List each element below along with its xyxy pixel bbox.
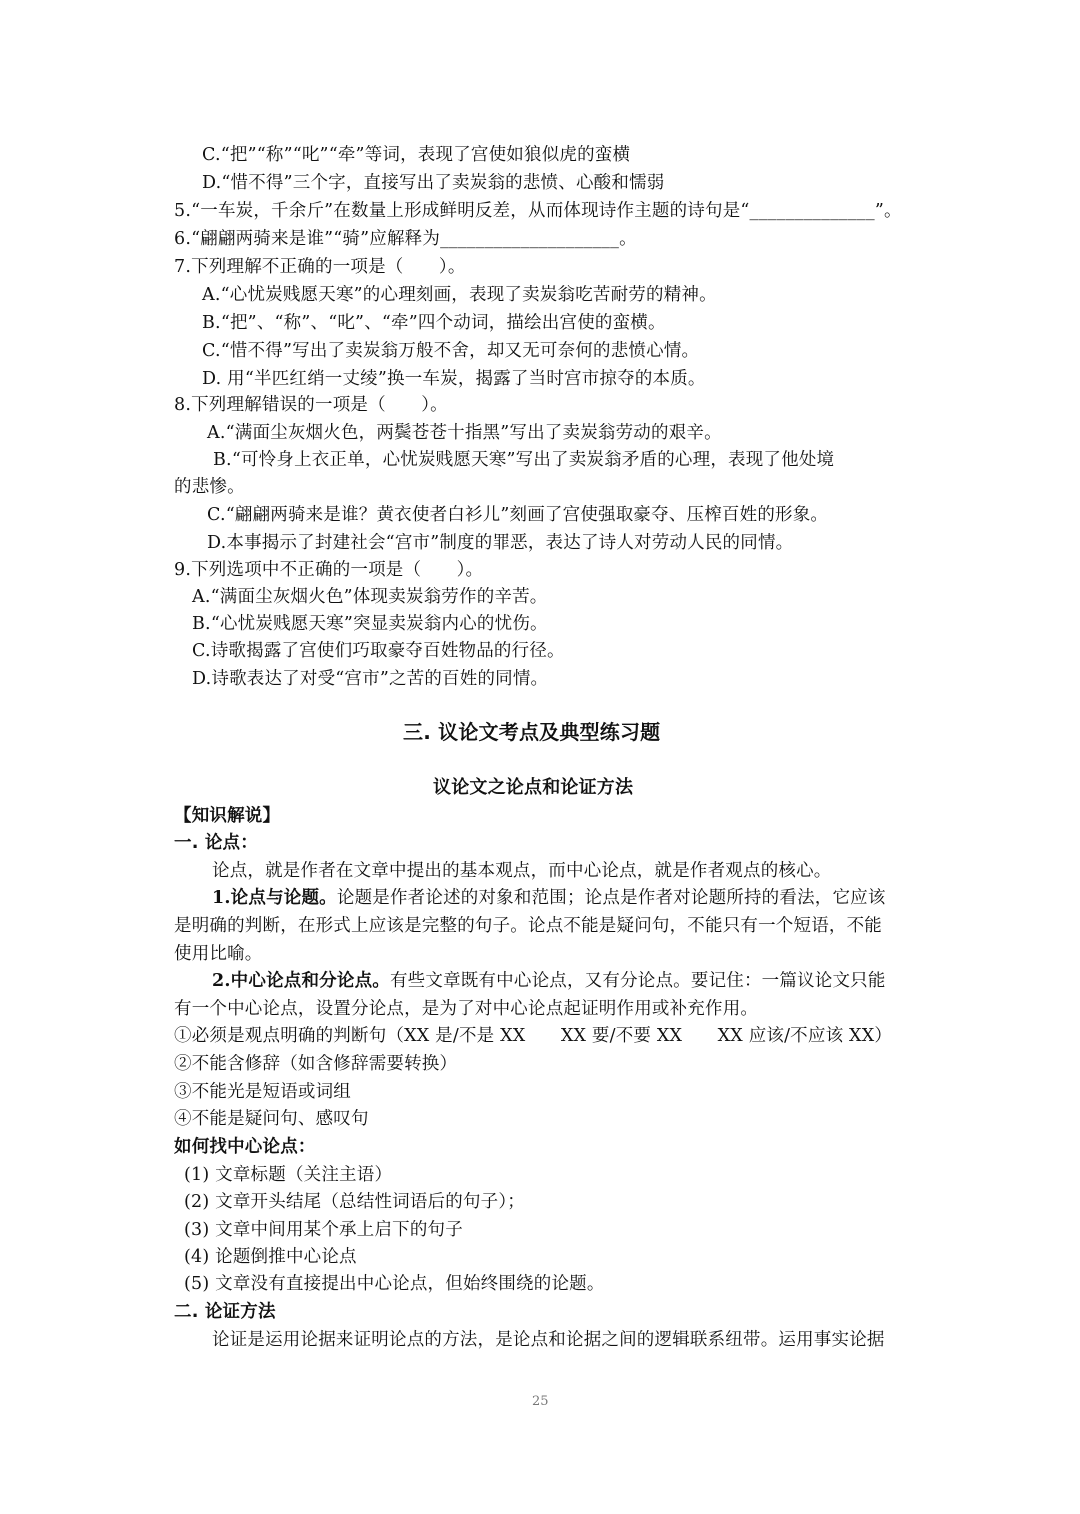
- q7-option-c: C.“惜不得”写出了卖炭翁万般不舍，却又无可奈何的悲愤心情。: [202, 341, 700, 361]
- q7-option-d: D. 用“半匹红绡一丈绫”换一车炭，揭露了当时宫市掠夺的本质。: [202, 369, 706, 389]
- paragraph-1: 论点，就是作者在文章中提出的基本观点，而中心论点，就是作者观点的核心。: [212, 861, 832, 881]
- page-number: 25: [532, 1394, 549, 1409]
- q8-option-b: B.“可怜身上衣正单，心忧炭贱愿天寒”写出了卖炭翁矛盾的心理，表现了他处境: [213, 450, 835, 470]
- find-item-4: (4) 论题倒推中心论点: [184, 1247, 357, 1267]
- find-item-1: (1) 文章标题（关注主语）: [184, 1165, 393, 1185]
- heading-argument: 一. 论点：: [174, 833, 258, 853]
- knowledge-heading: 【知识解说】: [174, 806, 281, 826]
- q9-option-a: A.“满面尘灰烟火色”体现卖炭翁劳作的辛苦。: [192, 587, 548, 607]
- paragraph-3-bold: 2.中心论点和分论点。: [212, 971, 390, 991]
- paragraph-2: [212, 884, 886, 912]
- paragraph-3: [212, 967, 886, 995]
- question-8: 8.下列理解错误的一项是（ ）。: [174, 395, 448, 415]
- find-item-3: (3) 文章中间用某个承上启下的句子: [184, 1220, 463, 1240]
- q8-option-d: D.本事揭示了封建社会“宫市”制度的罪恶，表达了诗人对劳动人民的同情。: [207, 533, 794, 553]
- question-9: 9.下列选项中不正确的一项是（ ）。: [174, 560, 484, 580]
- paragraph-3-line-2: 有一个中心论点，设置分论点，是为了对中心论点起证明作用或补充作用。: [174, 999, 759, 1019]
- subtitle: 议论文之论点和论证方法: [433, 777, 634, 798]
- q7-option-a: A.“心忧炭贱愿天寒”的心理刻画，表现了卖炭翁吃苦耐劳的精神。: [202, 285, 717, 305]
- question-7: 7.下列理解不正确的一项是（ ）。: [174, 257, 466, 277]
- heading-argument-methods: 二. 论证方法: [174, 1302, 276, 1322]
- section-title: 三. 议论文考点及典型练习题: [403, 720, 661, 744]
- q9-option-d: D.诗歌表达了对受“宫市”之苦的百姓的同情。: [192, 669, 549, 689]
- q8-option-a: A.“满面尘灰烟火色，两鬓苍苍十指黑”写出了卖炭翁劳动的艰辛。: [207, 423, 722, 443]
- q7-option-b: B.“把”、“称”、“叱”、“牵”四个动词，描绘出宫使的蛮横。: [202, 313, 666, 333]
- question-5: 5.“一车炭，千余斤”在数量上形成鲜明反差，从而体现诗作主题的诗句是“______________”。: [174, 201, 902, 221]
- criteria-2: ②不能含修辞（如含修辞需要转换）: [174, 1054, 458, 1074]
- find-item-2: (2) 文章开头结尾（总结性词语后的句子）；: [184, 1192, 526, 1212]
- paragraph-3-text: 有些文章既有中心论点，又有分论点。要记住：一篇议论文只能: [389, 971, 886, 991]
- q9-option-c: C.诗歌揭露了宫使们巧取豪夺百姓物品的行径。: [192, 641, 565, 661]
- q9-option-b: B.“心忧炭贱愿天寒”突显卖炭翁内心的忧伤。: [192, 614, 548, 634]
- criteria-3: ③不能光是短语或词组: [174, 1082, 351, 1102]
- q8-option-b-cont: 的悲惨。: [174, 477, 245, 497]
- criteria-1: ①必须是观点明确的判断句（XX 是/不是 XX XX 要/不要 XX XX 应该/不应该 XX）: [174, 1026, 893, 1046]
- paragraph-2-text: 论题是作者论述的对象和范围；论点是作者对论题所持的看法，它应该: [336, 888, 886, 908]
- paragraph-2-line-3: 使用比喻。: [174, 944, 263, 964]
- find-thesis-heading: 如何找中心论点：: [174, 1137, 316, 1157]
- q4-option-d: D.“惜不得”三个字，直接写出了卖炭翁的悲愤、心酸和懦弱: [202, 173, 665, 193]
- paragraph-2-line-2: 是明确的判断，在形式上应该是完整的句子。论点不能是疑问句，不能只有一个短语，不能: [174, 916, 882, 936]
- criteria-4: ④不能是疑问句、感叹句: [174, 1109, 369, 1129]
- q8-option-c: C.“翩翩两骑来是谁？黄衣使者白衫儿”刻画了宫使强取豪夺、压榨百姓的形象。: [207, 505, 829, 525]
- paragraph-2-bold: 1.论点与论题。: [212, 888, 337, 908]
- question-6: 6.“翩翩两骑来是谁”“骑”应解释为____________________。: [174, 229, 637, 249]
- paragraph-4: 论证是运用论据来证明论点的方法，是论点和论据之间的逻辑联系纽带。运用事实论据: [212, 1330, 885, 1350]
- find-item-5: (5) 文章没有直接提出中心论点，但始终围绕的论题。: [184, 1274, 605, 1294]
- q4-option-c: C.“把”“称”“叱”“牵”等词，表现了宫使如狼似虎的蛮横: [202, 145, 631, 165]
